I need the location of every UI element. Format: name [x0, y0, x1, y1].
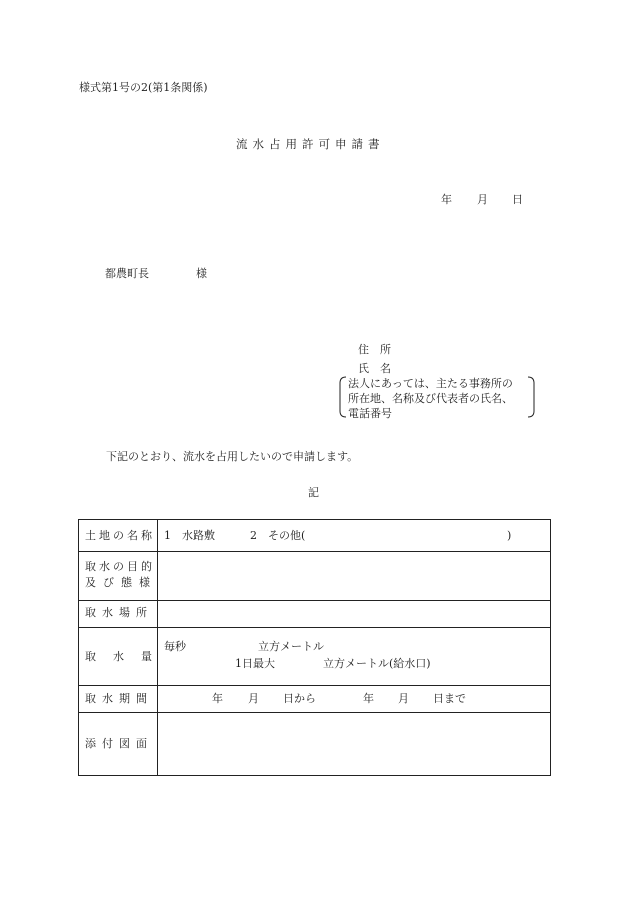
period-from-month: 月	[248, 692, 259, 705]
intro-text: 下記のとおり、流水を占用したいので申請します。	[106, 450, 359, 463]
table-row-divider	[79, 685, 550, 686]
volume-daily-max-label: 1日最大	[235, 657, 275, 670]
address-label: 住 所	[358, 343, 391, 356]
volume-label-part-2: 水	[113, 650, 124, 663]
attachments-input-area[interactable]	[158, 713, 550, 775]
corporate-note-line-3: 電話番号	[348, 407, 392, 420]
date-month-label: 月	[477, 193, 488, 206]
document-title: 流水占用許可申請書	[236, 137, 385, 151]
volume-label-part-3: 量	[141, 650, 152, 663]
volume-label-part-1: 取	[85, 650, 96, 663]
period-to-year: 年	[363, 692, 374, 705]
volume-per-second-unit: 立方メートル	[258, 640, 324, 653]
purpose-label-line-2: 及び態様	[85, 576, 157, 589]
corporate-note-line-2: 所在地、名称及び代表者の氏名、	[348, 392, 513, 405]
addressee-honorific: 様	[196, 267, 207, 280]
location-input-area[interactable]	[158, 601, 550, 626]
name-label: 氏 名	[358, 362, 391, 375]
land-name-label: 土地の名称	[85, 529, 155, 542]
period-to-month: 月	[398, 692, 409, 705]
purpose-label-line-1: 取水の目的	[85, 560, 155, 573]
attachments-label: 添付図面	[85, 737, 153, 750]
application-table	[78, 519, 551, 776]
corporate-note-line-1: 法人にあっては、主たる事務所の	[348, 377, 513, 390]
purpose-input-area[interactable]	[158, 552, 550, 599]
period-from-year: 年	[212, 692, 223, 705]
land-name-option-waterway[interactable]: 1 水路敷	[164, 529, 215, 542]
volume-per-second-label: 毎秒	[164, 640, 186, 653]
land-name-close-paren: )	[507, 529, 512, 542]
land-name-option-other[interactable]: 2 その他(	[250, 529, 306, 542]
corporate-note	[338, 376, 536, 418]
period-from-day: 日から	[283, 692, 316, 705]
volume-daily-max-unit: 立方メートル(給水口)	[323, 657, 431, 670]
addressee-name: 都農町長	[105, 267, 149, 280]
period-label: 取水期間	[85, 692, 153, 705]
ki-heading: 記	[308, 486, 319, 499]
form-number: 様式第1号の2(第1条関係)	[79, 81, 208, 94]
location-label: 取水場所	[85, 606, 153, 619]
date-day-label: 日	[512, 193, 523, 206]
table-row-divider	[79, 627, 550, 628]
period-to-day: 日まで	[433, 692, 466, 705]
date-year-label: 年	[441, 193, 452, 206]
